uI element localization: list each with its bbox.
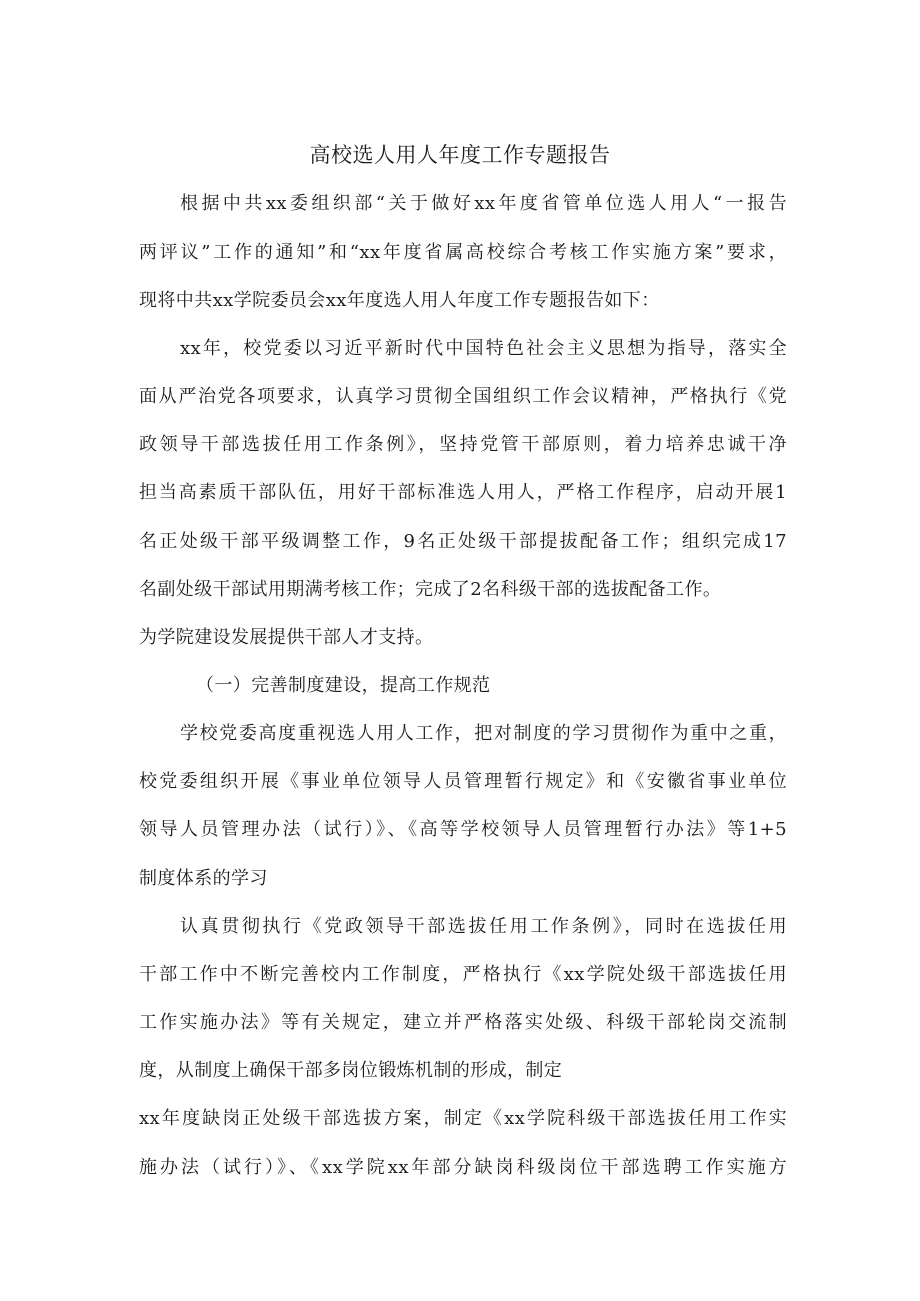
section-heading: （一）完善制度建设，提高工作规范	[196, 675, 491, 696]
paragraph-2-line-7: 为学院建设发展提供干部人才支持。	[139, 627, 434, 648]
paragraph-4-line-4: 度，从制度上确保干部多岗位锻炼机制的形成，制定	[139, 1060, 563, 1081]
paragraph-3-line-2: 校党委组织开展《事业单位领导人员管理暂行规定》和《安徽省事业单位	[139, 771, 787, 792]
paragraph-1-line-2: 两评议”工作的通知”和“xx年度省属高校综合考核工作实施方案”要求，	[139, 242, 787, 263]
paragraph-3-line-3: 领导人员管理办法（试行）》、《高等学校领导人员管理暂行办法》等1+5	[139, 819, 787, 840]
paragraph-2-line-2: 面从严治党各项要求，认真学习贯彻全国组织工作会议精神，严格执行《党	[139, 386, 787, 407]
paragraph-3-line-4: 制度体系的学习	[139, 868, 268, 889]
paragraph-4-line-1: 认真贯彻执行《党政领导干部选拔任用工作条例》，同时在选拔任用	[180, 916, 787, 937]
paragraph-2-line-1: xx年，校党委以习近平新时代中国特色社会主义思想为指导，落实全	[180, 338, 787, 359]
paragraph-1-line-3: 现将中共xx学院委员会xx年度选人用人年度工作专题报告如下：	[139, 290, 660, 311]
paragraph-5-line-2: 施办法（试行）》、《xx学院xx年部分缺岗科级岗位干部选聘工作实施方	[139, 1157, 787, 1178]
paragraph-4-line-3: 工作实施办法》等有关规定，建立并严格落实处级、科级干部轮岗交流制	[139, 1012, 787, 1033]
document-title: 高校选人用人年度工作专题报告	[309, 143, 611, 167]
paragraph-2-line-5: 名正处级干部平级调整工作，9名正处级干部提拔配备工作；组织完成17	[139, 531, 787, 552]
paragraph-2-line-3: 政领导干部选拔任用工作条例》，坚持党管干部原则，着力培养忠诚干净	[139, 434, 787, 455]
paragraph-1-line-1: 根据中共xx委组织部“关于做好xx年度省管单位选人用人“一报告	[180, 193, 787, 214]
paragraph-2-line-6: 名副处级干部试用期满考核工作；完成了2名科级干部的选拔配备工作。	[139, 579, 722, 600]
paragraph-3-line-1: 学校党委高度重视选人用人工作，把对制度的学习贯彻作为重中之重，	[180, 723, 787, 744]
paragraph-2-line-4: 担当高素质干部队伍，用好干部标准选人用人，严格工作程序，启动开展1	[139, 482, 787, 503]
paragraph-5-line-1: xx年度缺岗正处级干部选拔方案，制定《xx学院科级干部选拔任用工作实	[139, 1108, 787, 1129]
paragraph-4-line-2: 干部工作中不断完善校内工作制度，严格执行《xx学院处级干部选拔任用	[139, 964, 787, 985]
